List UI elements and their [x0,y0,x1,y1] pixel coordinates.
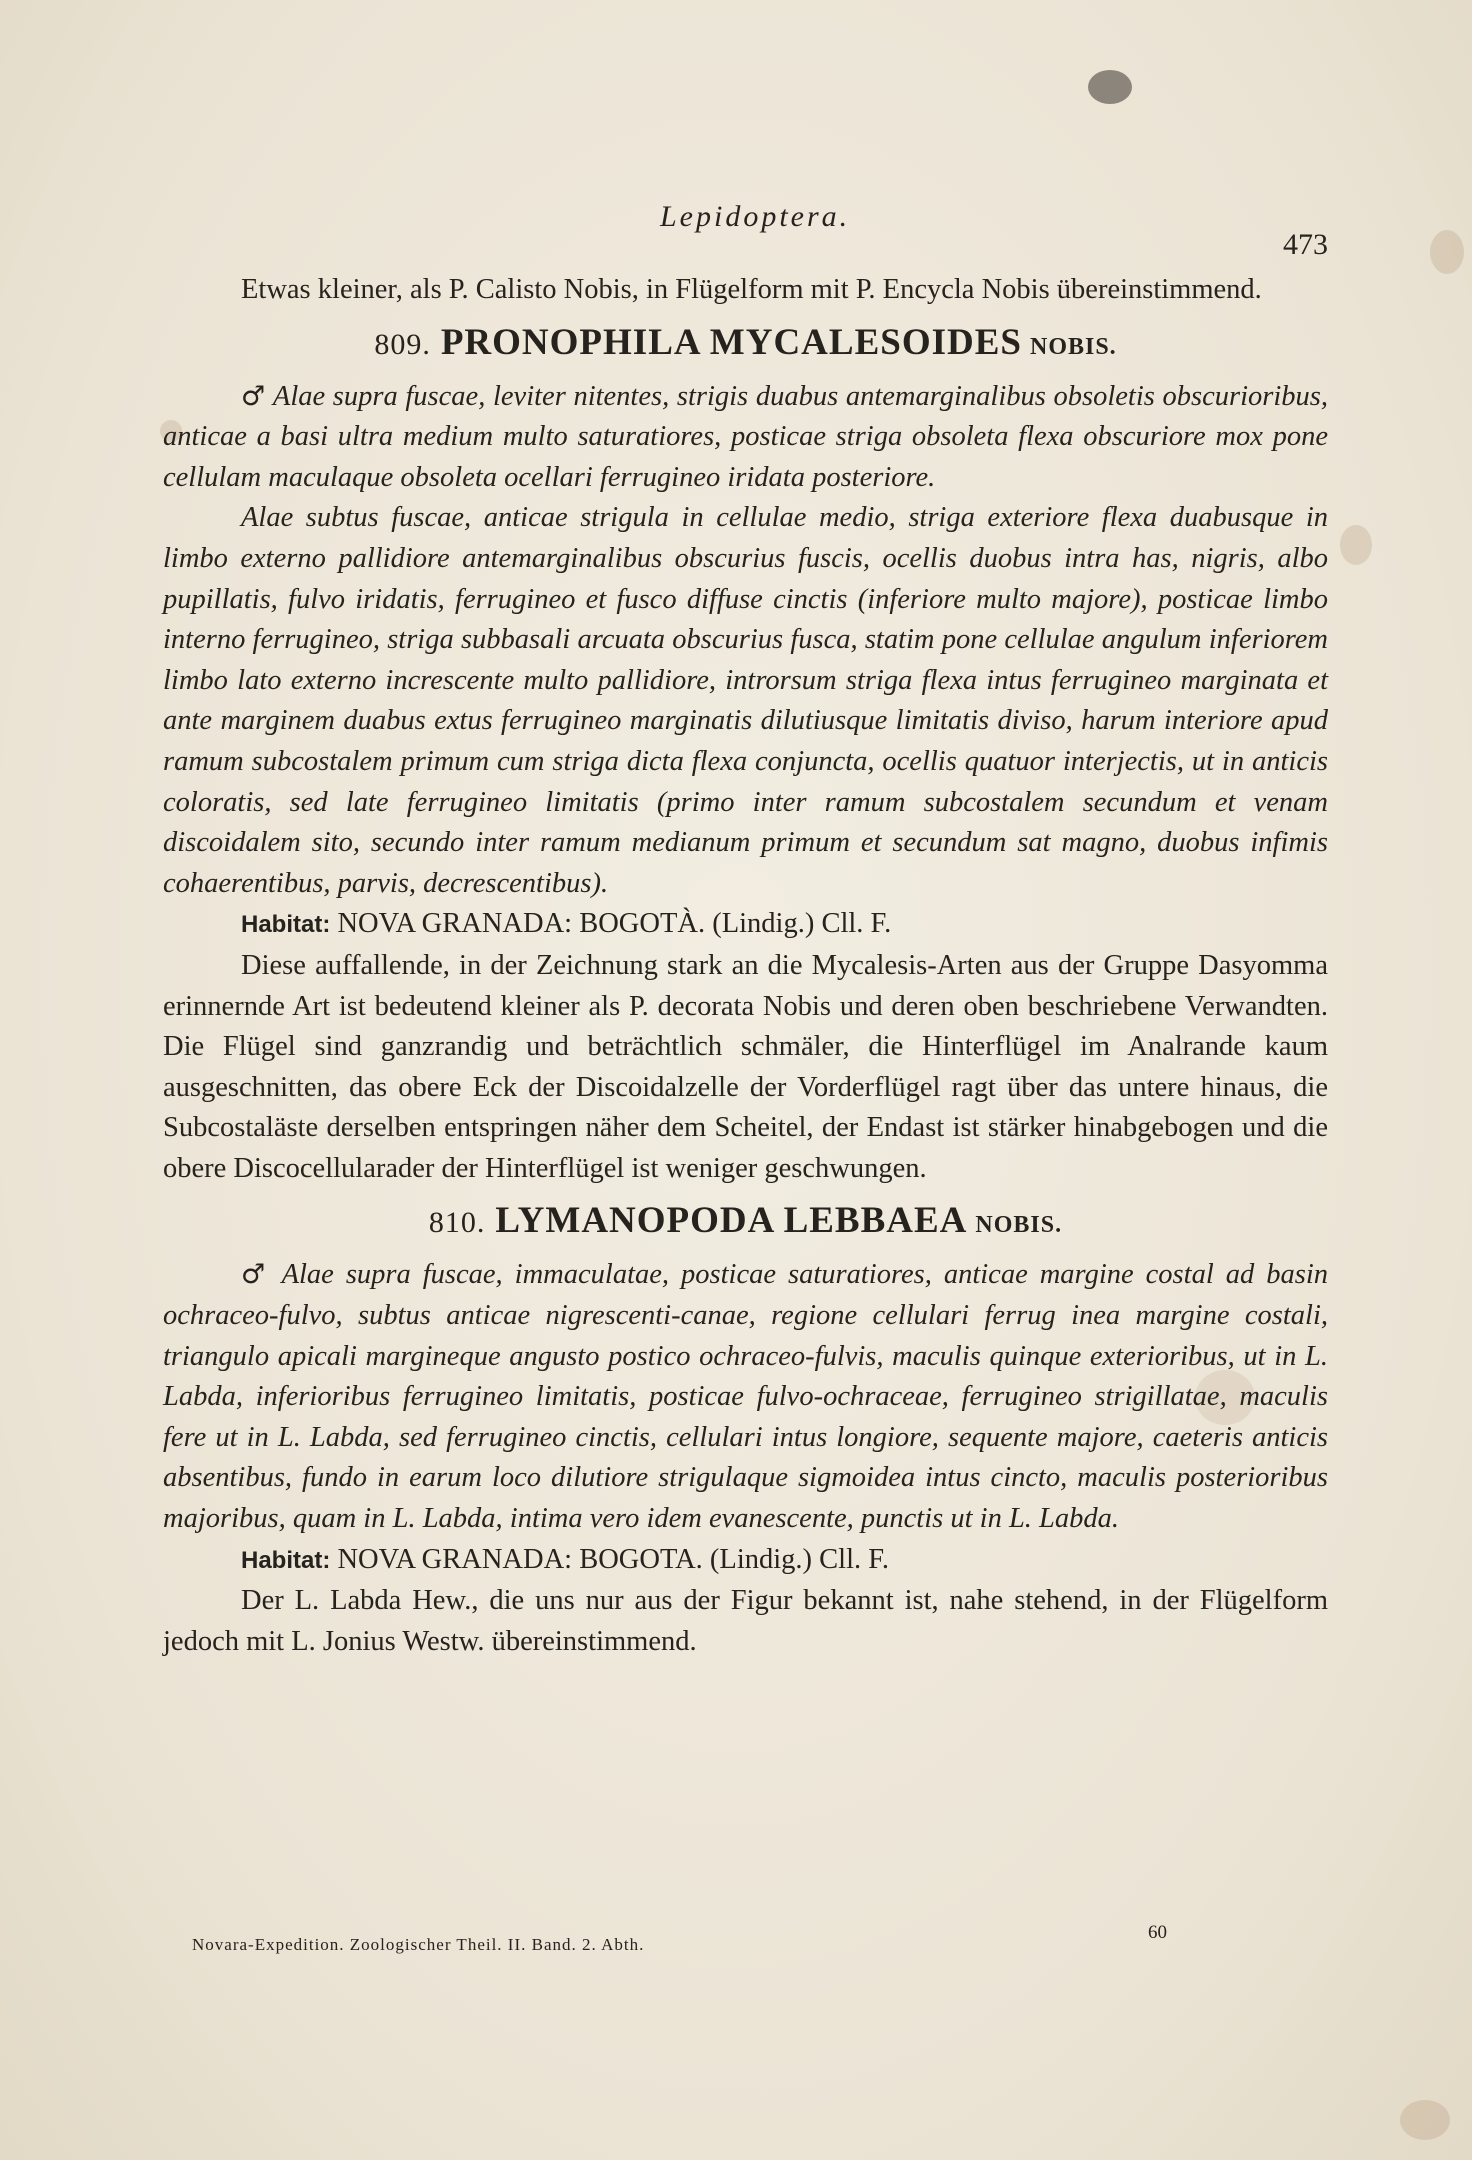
species-heading-809 [163,315,1328,375]
remarks-paragraph: Diese auffallende, in der Zeichnung stark an die Mycalesis-Arten aus der Gruppe Dasyomma erinnernde Art ist bedeutend kleiner als P. decorata Nobis und deren oben beschriebene Verwandten. Die Flügel sind ganzrandig und beträchtlich schmäler, die Hinterflügel im Analrande kaum ausgeschnitten, das obere Eck der Discoidalzelle der Vorderflügel ragt über das untere hinaus, die Subcostaläste derselben entspringen näher dem Scheitel, der Endast ist stärker hinabgebogen und die obere Discocellularader der Hinterflügel ist weniger geschwungen. [163,949,1328,1184]
male-symbol: ♂ [241,1259,271,1291]
diagnosis-text: Alae supra fuscae, immaculatae, posticae saturatiores, anticae margine costal ad basin ochraceo-fulvo, subtus anticae nigrescenti-canae, regione cellulari ferrug inea margine costali, triangulo apicali margineque angusto postico ochraceo-fulvis, maculis quinque exterioribus, ut in L. Labda, inferioribus ferrugineo limitatis, posticae fulvo-ochraceae, ferrugineo strigillatae, maculis fere ut in L. Labda, sed ferrugineo cinctis, cellulari intus longiore, sequente majore, caeteris anticis absentibus, fundo in earum loco dilutiore strigulaque sigmoidea intus cincto, maculis posterioribus majoribus, quam in L. Labda, intima vero idem evanescente, punctis ut in L. Labda. [163,1259,1328,1535]
body-text [163,270,1328,1662]
species-author: NOBIS. [975,1212,1063,1239]
signature-mark: 60 [1148,1922,1167,1943]
habitat-label: Habitat: [241,911,331,939]
species-number: 810. [428,1206,486,1240]
habitat-label: Habitat: [241,1546,331,1574]
page-number: 473 [1283,228,1328,261]
running-head [0,200,1472,261]
footer-imprint: Novara-Expedition. Zoologischer Theil. II. Band. 2. Abth. [192,1935,645,1954]
habitat-text: NOVA GRANADA: BOGOTÀ. (Lindig.) Cll. F. [337,908,892,940]
species-number: 809. [374,327,431,361]
species-author: NOBIS. [1029,333,1117,360]
diagnosis-underside: Alae subtus fuscae, anticae strigula in cellulae medio, striga exteriore flexa duabusque in limbo externo pallidiore antemarginalibus obscurius fuscis, ocellis duobus intra has, nigris, albo pupillatis, fulvo iridatis, ferrugineo et fusco diffuse cinctis (inferiore multo majore), posticae limbo interno ferrugineo, striga subbasali arcuata obscurius fusca, statim pone cellulae angulum inferiorem limbo lato externo increscente multo pallidiore, introrsum striga flexa intus ferrugineo marginata et ante marginem duabus extus ferrugineo marginatis dilutiusque limitatis diviso, harum interiore apud ramum subcostalem primum cum striga dicta flexa conjuncta, ocellis quatuor interjectis, ut in anticis coloratis, sed late ferrugineo limitatis (primo inter ramum subcostalem secundum et venam discoidalem sito, secundo inter ramum medianum primum et secundum sat magno, duobus infimis cohaerentibus, parvis, decrescentibus). [163,502,1328,899]
foxing-stain [1400,2100,1450,2140]
intro-paragraph: Etwas kleiner, als P. Calisto Nobis, in Flügelform mit P. Encycla Nobis übereinstimmend. [241,274,1262,305]
foxing-stain [1340,525,1372,565]
ink-blot [1088,70,1132,104]
habitat-text: NOVA GRANADA: BOGOTA. (Lindig.) Cll. F. [337,1543,889,1575]
habitat-line [163,1540,1328,1582]
species-name: PRONOPHILA MYCALESOIDES [440,321,1022,363]
remarks-paragraph: Der L. Labda Hew., die uns nur aus der Figur bekannt ist, nahe stehend, in der Flügelform jedoch mit L. Jonius Westw. übereinstimmend. [163,1585,1328,1657]
habitat-line [163,904,1328,946]
diagnosis-paragraph [163,1255,1328,1539]
species-heading-810 [163,1193,1328,1253]
running-title: Lepidoptera. [660,200,851,233]
diagnosis-upperside [163,377,1328,499]
diagnosis-text: Alae supra fuscae, leviter nitentes, strigis duabus antemarginalibus obsoletis obscurioribus, anticae a basi ultra medium multo saturatiores, posticae striga obsoleta flexa obscuriore mox pone cellulam maculaque obsoleta ocellari ferrugineo iridata posteriore. [163,380,1328,493]
species-name: LYMANOPODA LEBBAEA [495,1200,968,1242]
male-symbol: ♂ [241,380,266,412]
